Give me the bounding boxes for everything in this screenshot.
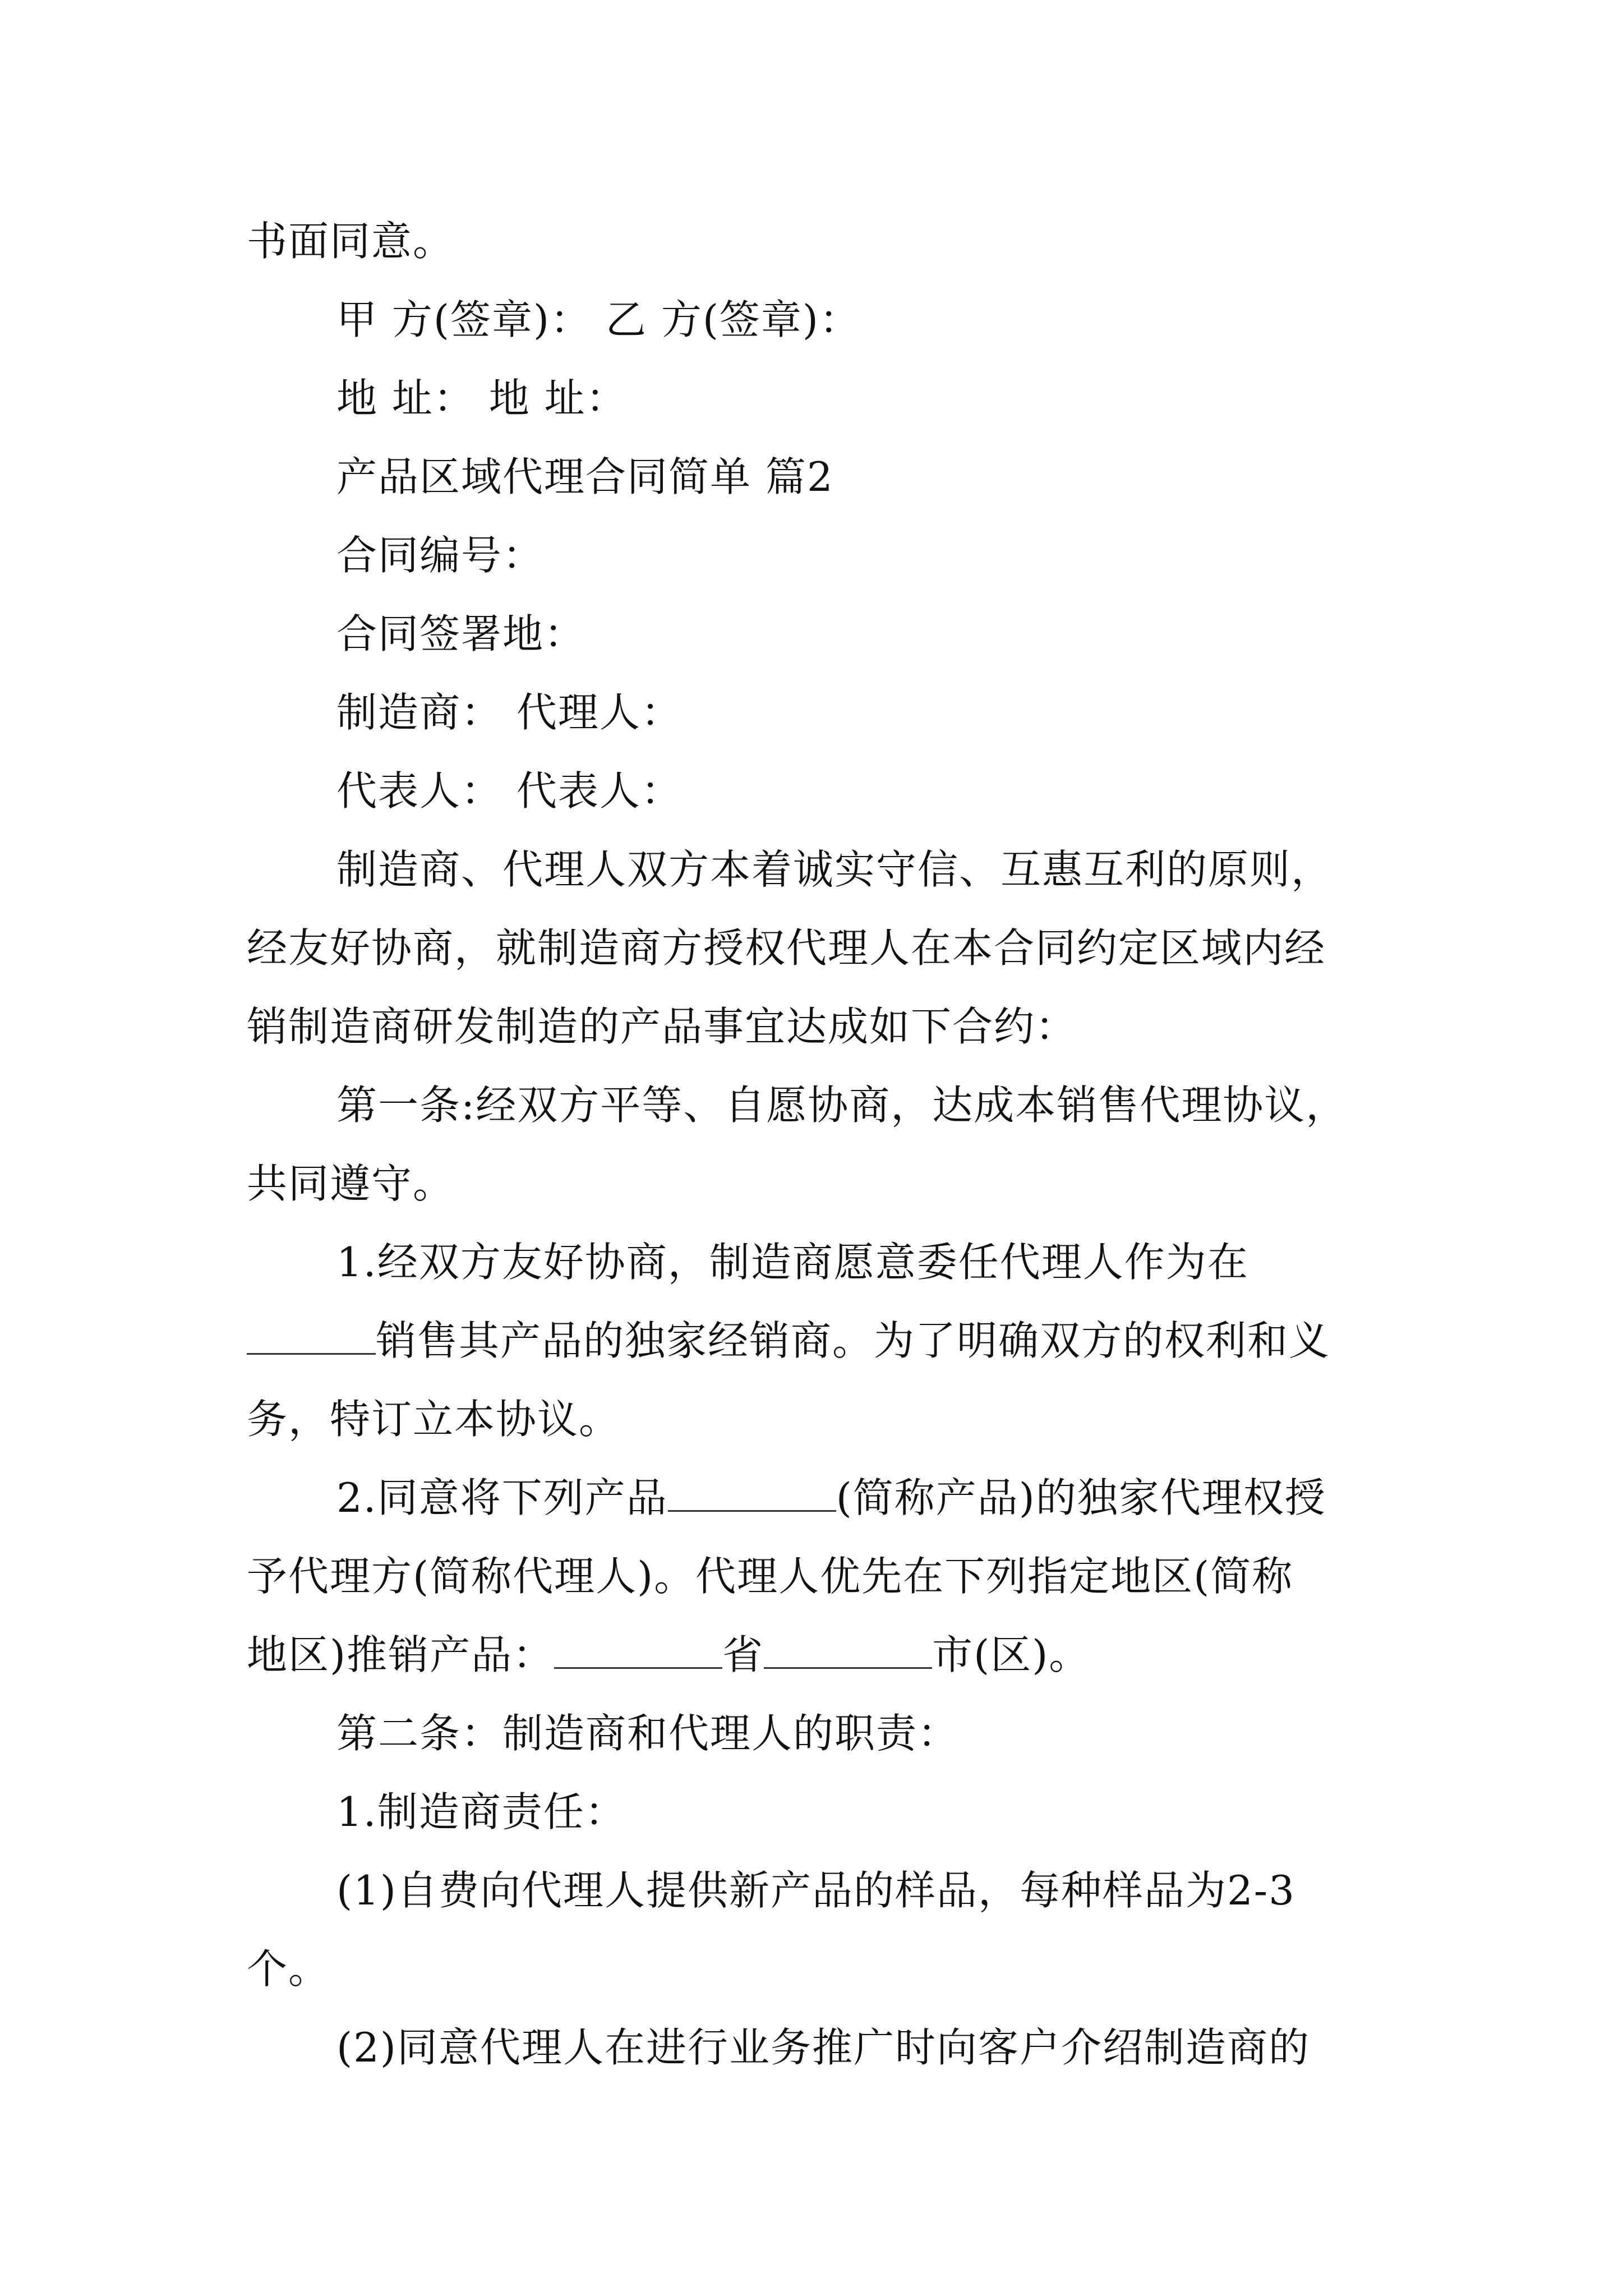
clause-line [247,1627,1385,1683]
paragraph-line: 制造商、代理人双方本着诚实守信、互惠互利的原则， [336,846,1333,893]
paragraph-line: 销制造商研发制造的产品事宜达成如下合约： [247,1003,1077,1050]
address-line: 地 址： 地 址： [336,375,628,422]
fill-in-blank [554,1634,722,1669]
clause-line: (2)同意代理人在进行业务推广时向客户介绍制造商的 [336,2024,1310,2071]
paragraph-line: 经友好协商，就制造商方授权代理人在本合同约定区域内经 [247,924,1326,972]
fill-in-blank [668,1476,836,1512]
clause-line: 个。 [247,1945,330,1993]
clause-text: 市(区)。 [932,1631,1091,1678]
parties-line: 制造商： 代理人： [336,689,683,736]
fill-in-blank [764,1634,932,1669]
text-line: 书面同意。 [247,218,455,265]
clause-text: 销售其产品的独家经销商。为了明确双方的权利和义 [376,1317,1331,1364]
signature-party-line: 甲 方(签章)： 乙 方(签章)： [336,296,861,343]
contract-number-line: 合同编号： [336,532,545,579]
clause-line: 1.经双方友好协商，制造商愿意委任代理人作为在 [336,1239,1249,1286]
clause-text: 省 [722,1631,764,1678]
clause-line: 务，特订立本协议。 [247,1396,621,1443]
clause-text: 地区)推销产品： [247,1631,555,1678]
clause-line [336,1470,1385,1526]
section-heading: 产品区域代理合同简单 篇2 [336,453,834,500]
paragraph-line: 共同遵守。 [247,1160,455,1207]
clause-line: 予代理方(简称代理人)。代理人优先在下列指定地区(简称 [247,1553,1294,1600]
clause-line: (1)自费向代理人提供新产品的样品，每种样品为2-3 [336,1867,1295,1914]
fill-in-blank [247,1319,376,1355]
representatives-line: 代表人： 代表人： [336,767,683,815]
clause-text: (简称产品)的独家代理权授 [836,1474,1326,1521]
clause-text: 2.同意将下列产品 [336,1474,668,1521]
signing-place-line: 合同签署地： [336,610,586,657]
article-two-heading: 第二条：制造商和代理人的职责： [336,1710,960,1757]
clause-line [247,1313,1385,1369]
clause-line: 1.制造商责任： [336,1788,626,1835]
article-one-line: 第一条:经双方平等、自愿协商，达成本销售代理协议， [336,1082,1348,1129]
